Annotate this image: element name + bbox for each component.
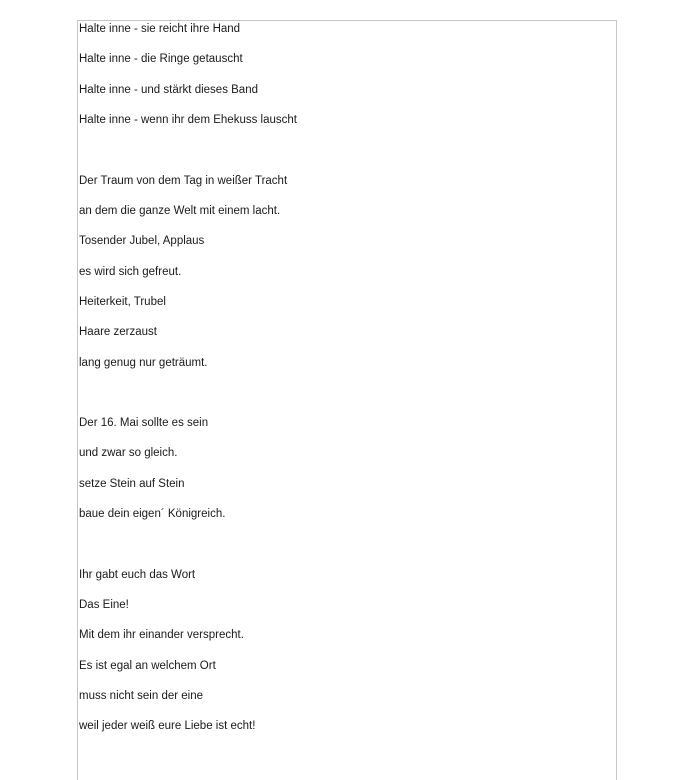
text-line: Halte inne - wenn ihr dem Ehekuss lauscht: [79, 114, 297, 126]
text-line: Ihr gabt euch das Wort: [79, 569, 196, 581]
text-line: Der Traum von dem Tag in weißer Tracht: [79, 175, 288, 187]
text-line: weil jeder weiß eure Liebe ist echt!: [79, 720, 256, 732]
text-line: Halte inne - und stärkt dieses Band: [79, 84, 258, 96]
text-line: an dem die ganze Welt mit einem lacht.: [79, 205, 281, 217]
text-line: baue dein eigen´ Königreich.: [79, 508, 226, 520]
text-line: Heiterkeit, Trubel: [79, 296, 166, 308]
text-line: setze Stein auf Stein: [79, 478, 185, 490]
text-line: Das Eine!: [79, 599, 129, 611]
text-line: es wird sich gefreut.: [79, 266, 182, 278]
text-line: Mit dem ihr einander versprecht.: [79, 629, 244, 641]
text-line: lang genug nur geträumt.: [79, 357, 208, 369]
text-line: Haare zerzaust: [79, 326, 157, 338]
text-line: Es ist egal an welchem Ort: [79, 660, 216, 672]
text-line: muss nicht sein der eine: [79, 690, 204, 702]
text-line: Der 16. Mai sollte es sein: [79, 417, 209, 429]
text-line: Halte inne - sie reicht ihre Hand: [79, 23, 241, 35]
text-line: Halte inne - die Ringe getauscht: [79, 53, 243, 65]
text-line: Tosender Jubel, Applaus: [79, 235, 205, 247]
text-line: und zwar so gleich.: [79, 447, 178, 459]
